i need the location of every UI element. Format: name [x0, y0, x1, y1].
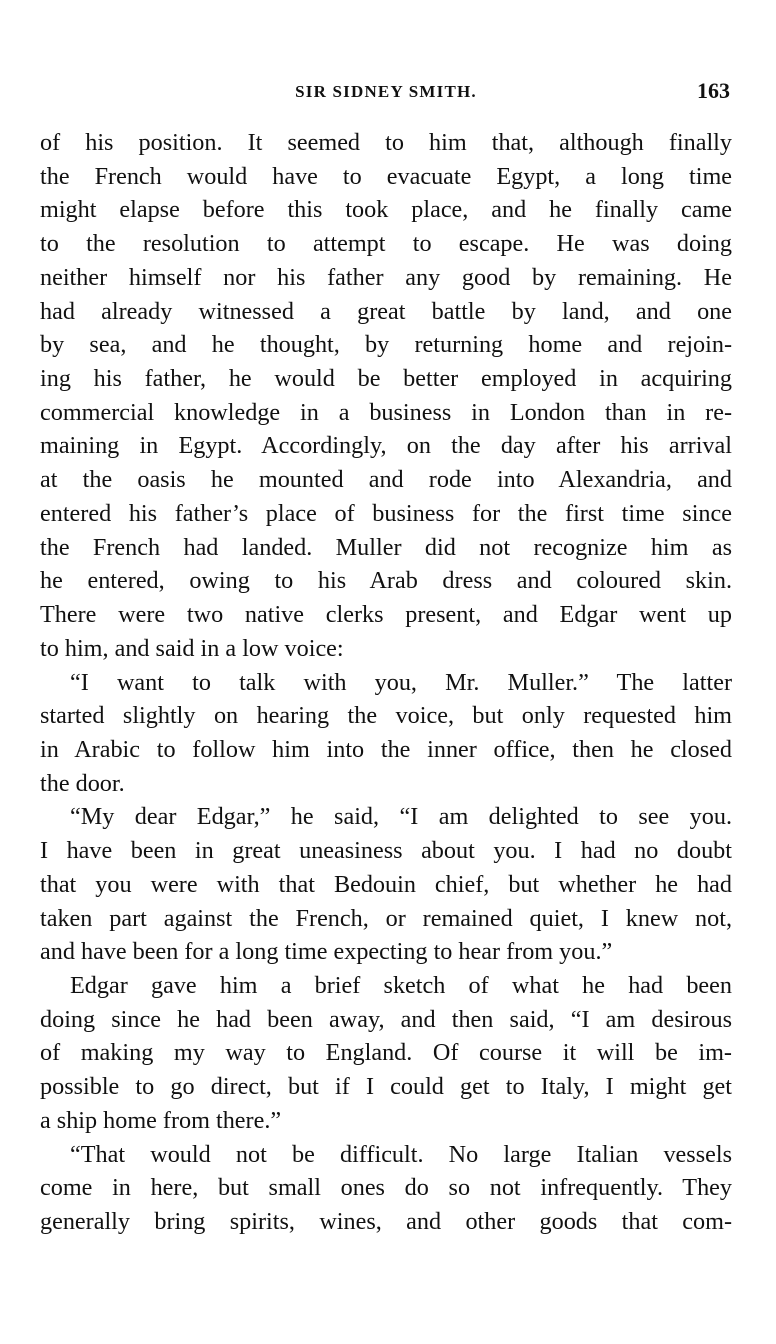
- text-line: possible to go direct, but if I could get to Italy, I might get: [40, 1073, 732, 1101]
- text-line: entered his father’s place of business for the first time since: [40, 499, 732, 527]
- text-line: taken part against the French, or remained quiet, I knew not,: [40, 904, 732, 932]
- text-line: I have been in great uneasiness about you. I had no doubt: [40, 837, 732, 865]
- text-line: in Arabic to follow him into the inner office, then he closed: [40, 735, 732, 763]
- text-line: commercial knowledge in a business in London than in re-: [40, 398, 732, 426]
- text-line: to him, and said in a low voice:: [40, 634, 344, 662]
- text-line: maining in Egypt. Accordingly, on the day after his arrival: [40, 432, 732, 460]
- text-line: of making my way to England. Of course it will be im-: [40, 1039, 732, 1067]
- text-line: the door.: [40, 769, 125, 797]
- text-line: and have been for a long time expecting to hear from you.”: [40, 938, 613, 966]
- text-line: come in here, but small ones do so not infrequently. They: [40, 1174, 732, 1202]
- text-line: doing since he had been away, and then said, “I am desirous: [40, 1005, 732, 1033]
- text-line: that you were with that Bedouin chief, but whether he had: [40, 870, 732, 898]
- text-line: “My dear Edgar,” he said, “I am delighted to see you.: [70, 803, 732, 831]
- running-title: SIR SIDNEY SMITH.: [295, 82, 477, 101]
- page-number: 163: [697, 78, 730, 103]
- text-line: might elapse before this took place, and he finally came: [40, 196, 732, 224]
- text-line: There were two native clerks present, and Edgar went up: [40, 601, 732, 629]
- text-line: generally bring spirits, wines, and other goods that com-: [40, 1208, 732, 1235]
- book-page: [40, 0, 732, 1344]
- text-line: neither himself nor his father any good by remaining. He: [40, 263, 732, 291]
- text-line: the French had landed. Muller did not recognize him as: [40, 533, 732, 561]
- text-line: started slightly on hearing the voice, but only requested him: [40, 702, 732, 730]
- text-line: a ship home from there.”: [40, 1106, 282, 1134]
- text-line: at the oasis he mounted and rode into Alexandria, and: [40, 466, 732, 494]
- text-line: “That would not be difficult. No large Italian vessels: [70, 1140, 732, 1168]
- body-text: [40, 126, 732, 1239]
- text-line: of his position. It seemed to him that, although finally: [40, 129, 732, 156]
- text-line: the French would have to evacuate Egypt, a long time: [40, 162, 732, 190]
- text-line: he entered, owing to his Arab dress and coloured skin.: [40, 567, 732, 595]
- text-line: “I want to talk with you, Mr. Muller.” The latter: [70, 668, 732, 696]
- text-line: by sea, and he thought, by returning home and rejoin-: [40, 331, 732, 359]
- text-line: ing his father, he would be better employed in acquiring: [40, 365, 732, 393]
- text-line: to the resolution to attempt to escape. He was doing: [40, 230, 732, 258]
- text-line: Edgar gave him a brief sketch of what he had been: [70, 971, 732, 999]
- running-head: [40, 78, 732, 108]
- text-line: had already witnessed a great battle by land, and one: [40, 297, 732, 325]
